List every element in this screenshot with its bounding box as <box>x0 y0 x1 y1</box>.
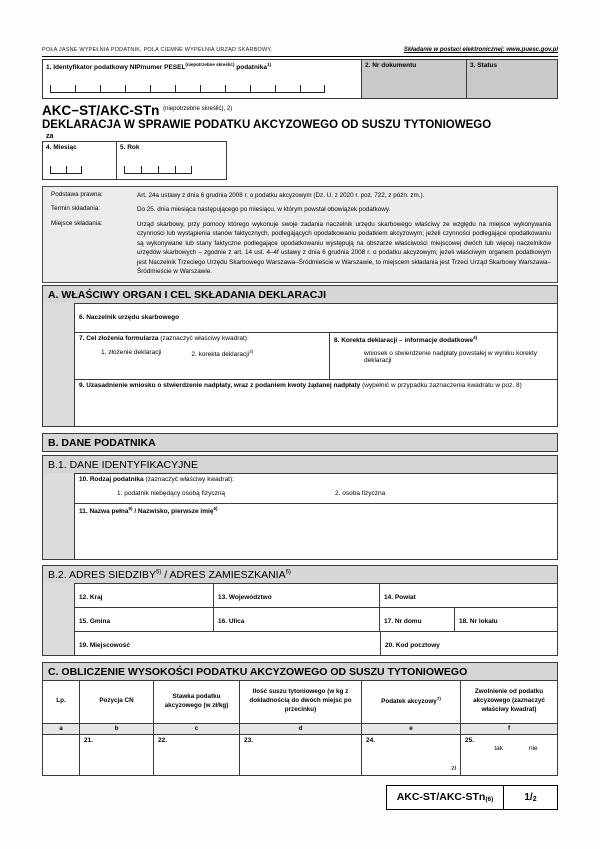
full-name-footnote-5: 5) <box>128 505 133 511</box>
letter-c: c <box>153 723 240 735</box>
overpayment-justification-label: 9. Uzasadnienie wniosku o stwierdzenie nadpłaty, wraz z podaniem kwoty żądanej nadpłaty <box>79 381 361 389</box>
nip-pesel-field[interactable] <box>42 59 362 99</box>
page-number-sub: 2 <box>532 795 537 803</box>
left-margin-strip <box>42 473 75 560</box>
letter-d: d <box>239 723 362 735</box>
correction-info-field <box>329 332 558 380</box>
letter-b: b <box>79 723 154 735</box>
section-b-header <box>42 433 558 452</box>
voivodeship-label: 13. Województwo <box>218 593 272 601</box>
section-b1-title: B.1. DANE IDENTYFIKACYJNE <box>48 458 198 471</box>
period-row <box>42 141 558 180</box>
comb-cell <box>124 166 141 174</box>
section-c-header <box>42 662 558 681</box>
postal-code-label: 20. Kod pocztowy <box>385 641 440 649</box>
page-number: 1/ 2 <box>504 785 558 810</box>
letter-e: e <box>361 723 461 735</box>
fill-instruction-text: POŁA JASNE WYPEŁNIA PODATNIK, POLA CIEMNE WYPEŁNIA URZĄD SKARBOWY. <box>42 47 273 53</box>
taxpayer-type-hint: (zaznaczyć właściwy kwadrat): <box>145 475 234 483</box>
voivodeship-field[interactable] <box>213 583 380 608</box>
full-name-label: 11. Nazwa pełna <box>79 507 129 515</box>
month-comb-input[interactable] <box>50 166 82 174</box>
comb-cell <box>225 85 250 93</box>
postal-code-field[interactable] <box>380 631 558 656</box>
filing-place-row <box>51 220 551 277</box>
comb-cell <box>50 166 66 174</box>
letter-a: a <box>42 723 80 735</box>
currency-unit: zł <box>451 764 456 772</box>
section-b2-footnote-6: 6) <box>285 569 291 575</box>
apartment-number-label: 18. Nr lokalu <box>459 617 498 625</box>
nip-pesel-comb-input[interactable] <box>50 85 325 93</box>
tax-calculation-table <box>42 680 558 776</box>
overpayment-justification-field[interactable] <box>74 379 558 427</box>
deadline-label: Termin składania: <box>51 205 100 213</box>
tax-form-page <box>42 0 558 810</box>
form-code-note: (niepotrzebne skreślić), 2) <box>163 106 233 112</box>
filing-place-label: Miejsce składania: <box>51 219 103 227</box>
taxpayer-type-field <box>74 473 558 504</box>
exemption-cell <box>460 734 558 776</box>
header-instructions <box>42 47 558 53</box>
status-label: 3. Status <box>470 62 498 69</box>
col-header-quantity: Ilość suszu tytoniowego (w kg z dokładnością do dwóch miejsc po przecinku) <box>239 680 362 724</box>
section-b-title: B. DANE PODATNIKA <box>48 436 156 449</box>
street-label: 16. Ulica <box>218 617 245 625</box>
option-correction-footnote: 3) <box>249 349 254 355</box>
month-label: 4. Miesiąc <box>46 144 77 151</box>
option-overpayment-request[interactable]: wniosek o stwierdzenie nadpłaty powstałej w wyniku korekty deklaracji <box>364 350 538 365</box>
comb-cell <box>141 166 158 174</box>
section-a-header <box>42 285 558 304</box>
filing-purpose-field <box>74 332 330 380</box>
comb-cell <box>300 85 325 93</box>
full-name-label-2: / Nazwisko, pierwsze imię <box>132 507 214 515</box>
option-declaration-correction[interactable] <box>191 349 253 358</box>
year-label: 5. Rok <box>120 144 140 151</box>
document-number-field <box>361 59 467 99</box>
option-declaration-filing[interactable]: 1. złożenie deklaracji <box>101 349 162 357</box>
section-b1-body <box>42 473 558 560</box>
tax-rate-cell[interactable] <box>153 734 240 776</box>
county-field[interactable] <box>379 583 558 608</box>
letter-f: f <box>460 723 558 735</box>
nip-pesel-label: 1. Identyfikator podatkowy NIP/numer PESEL <box>46 64 186 72</box>
legal-basis-text: Art. 24a ustawy z dnia 6 grudnia 2008 r. o podatku akcyzowym (Dz. U. z 2020 r. poz. 722, z późn. zm.). <box>137 192 425 199</box>
table-header-row <box>42 680 558 724</box>
nip-pesel-footnote: 1) <box>266 62 271 67</box>
option-individual-taxpayer[interactable]: 2. osoba fizyczna <box>335 490 386 498</box>
legal-info-block <box>42 186 558 283</box>
cell-24-label: 24. <box>366 736 376 744</box>
cell-23-label: 23. <box>244 736 254 744</box>
comb-cell <box>66 166 82 174</box>
comb-cell <box>275 85 300 93</box>
excise-tax-cell[interactable] <box>361 734 461 776</box>
col-header-lp: Lp. <box>42 680 80 724</box>
comb-cell <box>175 85 200 93</box>
street-field[interactable] <box>213 607 380 632</box>
col-header-tax-footnote: 7) <box>436 696 441 702</box>
comb-cell <box>200 85 225 93</box>
footer-form-version: (6) <box>485 795 494 803</box>
top-divider <box>42 56 558 57</box>
filing-place-text: Urząd skarbowy, przy pomocy którego wykonuje swoje zadania naczelnik urzędu skarbowego właściwy ze względu na miejsce wykonywania czynności lub wystąpienia stanów faktycznych, podlegających opodatkowaniu podatkiem akcyzowym; jeżeli czynności podlegające opodatkowaniu są wykonywane lub stany faktyczne podlegające opodatkowaniu występują na obszarze właściwości miejscowej dwóch lub więcej naczelników urzędów skarbowych – zgodnie z art. 14 ust. 4–4f ustawy z dnia 6 grudnia 2008 r. o podatku akcyzowym; jeżeli właściwym organem podatkowym jest Naczelnik Trzeciego Urzędu Skarbowego Warszawa–Śródmieście w Warszawie, to miejscem składania jest Trzeci Urząd Skarbowy Warszawa–Śródmieście w Warszawie. <box>137 220 551 276</box>
option-exemption-yes[interactable]: tak <box>494 744 503 752</box>
nip-pesel-label-suffix: podatnika <box>236 64 267 72</box>
overpayment-justification-hint: (wypełnić w przypadku zaznaczenia kwadratu w poz. 8) <box>362 381 522 389</box>
col-header-exemption: Zwolnienie od podatku akcyzowego (zaznaczyć właściwy kwadrat) <box>460 680 558 724</box>
cn-position-cell[interactable] <box>79 734 154 776</box>
cell-25-label: 25. <box>465 736 475 744</box>
tax-office-head-label: 6. Naczelnik urzędu skarbowego <box>79 313 180 321</box>
section-b1-header <box>42 455 558 474</box>
col-header-rate: Stawka podatku akcyzowego (w zł/kg) <box>153 680 240 724</box>
comb-cell <box>250 85 275 93</box>
deadline-text: Do 25. dnia miesiąca następującego po miesiącu, w którym powstał obowiązek podatkowy. <box>137 206 391 214</box>
form-code: AKC−ST/AKC-STn <box>42 103 160 118</box>
section-b2-body <box>42 583 558 656</box>
taxpayer-type-label: 10. Rodzaj podatnika <box>79 475 144 483</box>
comb-cell <box>150 85 175 93</box>
lp-cell <box>42 734 80 776</box>
section-c-title: C. OBLICZENIE WYSOKOŚCI PODATKU AKCYZOWEGO OD SUSZU TYTONIOWEGO <box>48 665 468 678</box>
country-label: 12. Kraj <box>79 593 103 601</box>
comb-cell <box>75 85 100 93</box>
deadline-row <box>51 205 551 214</box>
comb-cell <box>50 85 75 93</box>
house-number-label: 17. Nr domu <box>384 617 422 625</box>
page-footer <box>42 785 558 810</box>
form-title: DEKLARACJA W SPRAWIE PODATKU AKCYZOWEGO OD SUSZU TYTONIOWEGO <box>42 119 492 131</box>
status-field <box>466 59 558 99</box>
house-number-field[interactable] <box>379 607 455 632</box>
apartment-number-field[interactable] <box>454 607 558 632</box>
commune-field[interactable] <box>74 607 214 632</box>
document-number-label: 2. Nr dokumentu <box>365 62 417 69</box>
section-b2-footnote-5: 5) <box>155 569 162 575</box>
section-b2-header <box>42 565 558 584</box>
country-field[interactable] <box>74 583 214 608</box>
full-name-footnote-6: 6) <box>213 505 218 511</box>
full-name-field[interactable] <box>74 503 558 560</box>
city-field[interactable] <box>74 631 381 656</box>
left-margin-strip <box>42 303 75 427</box>
filing-purpose-label: 7. Cel złożenia formularza <box>79 334 159 342</box>
commune-label: 15. Gmina <box>79 617 111 625</box>
option-non-individual-taxpayer[interactable]: 1. podatnik niebędący osobą fizyczną <box>117 490 226 498</box>
section-b2-title-2: / ADRES ZAMIESZKANIA <box>161 568 286 581</box>
legal-basis-label: Podstawa prawna: <box>51 191 103 198</box>
filing-purpose-hint: (zaznaczyć właściwy kwadrat): <box>160 334 249 342</box>
county-label: 14. Powiat <box>384 593 416 601</box>
comb-cell <box>175 166 192 174</box>
city-label: 19. Miejscowość <box>79 641 130 649</box>
tobacco-quantity-cell[interactable] <box>239 734 362 776</box>
nip-pesel-label-sup: (niepotrzebne skreślić) <box>185 62 235 67</box>
section-a-title: A. WŁAŚCIWY ORGAN I CEL SKŁADANIA DEKLARACJI <box>48 288 327 301</box>
footer-form-code: AKC-ST/AKC-STn (6) <box>386 785 504 810</box>
section-a-body <box>42 303 558 427</box>
table-data-row <box>42 734 558 776</box>
comb-cell <box>125 85 150 93</box>
comb-cell <box>100 85 125 93</box>
section-b2-title: B.2. ADRES SIEDZIBY <box>48 568 156 581</box>
tax-office-head-field[interactable] <box>74 303 558 333</box>
option-declaration-correction-text: 2. korekta deklaracji <box>191 351 250 359</box>
identification-row <box>42 59 558 99</box>
col-header-cn: Pozycja CN <box>79 680 154 724</box>
year-field[interactable] <box>116 141 227 180</box>
legal-basis-row <box>51 191 551 200</box>
cell-21-label: 21. <box>84 736 94 744</box>
col-header-tax: Podatek akcyzowy$^{7)}$ <box>361 680 461 724</box>
cell-22-label: 22. <box>158 736 168 744</box>
correction-info-label: 8. Korekta deklaracji – informacje dodatkowe <box>334 336 474 344</box>
month-field[interactable] <box>42 141 117 180</box>
correction-info-footnote: 4) <box>473 334 478 340</box>
title-block <box>42 103 558 140</box>
comb-cell <box>158 166 175 174</box>
left-margin-strip <box>42 583 75 656</box>
option-exemption-no[interactable]: nie <box>528 744 538 752</box>
year-comb-input[interactable] <box>124 166 192 174</box>
period-prefix-label: za <box>46 133 54 140</box>
electronic-submission-link[interactable]: Składanie w postaci elektronicznej: www.puesc.gov.pl <box>403 47 558 53</box>
